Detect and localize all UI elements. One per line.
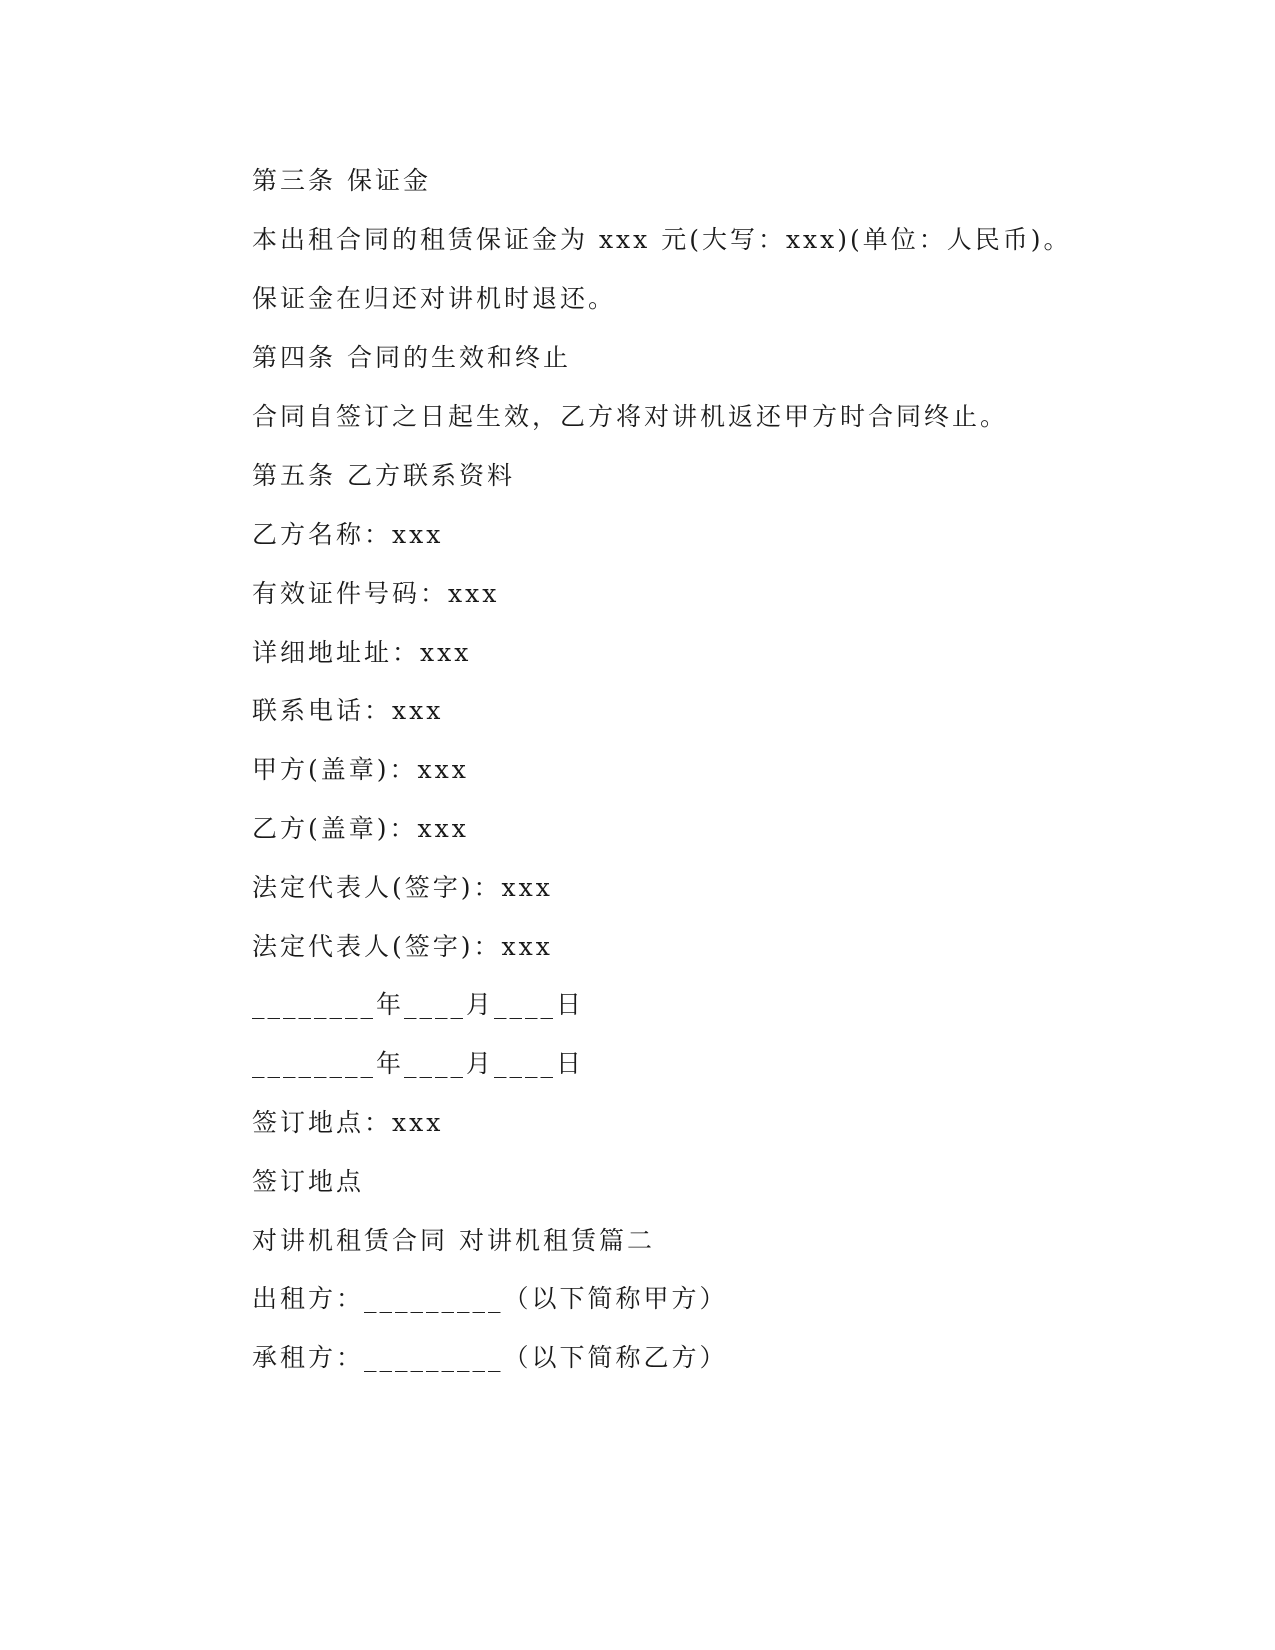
id-number: 有效证件号码：xxx bbox=[252, 579, 500, 608]
effect-termination-text: 合同自签订之日起生效，乙方将对讲机返还甲方时合同终止。 bbox=[252, 402, 1009, 431]
date-line-b: ________年____月____日 bbox=[252, 1049, 585, 1078]
phone: 联系电话：xxx bbox=[252, 696, 444, 725]
section-heading-contact: 第五条 乙方联系资料 bbox=[252, 461, 515, 490]
contract-title: 对讲机租赁合同 对讲机租赁篇二 bbox=[252, 1226, 655, 1255]
deposit-refund-text: 保证金在归还对讲机时退还。 bbox=[252, 284, 617, 313]
lessor-line: 出租方：_________（以下简称甲方） bbox=[252, 1284, 728, 1313]
legal-rep-signature-b: 法定代表人(签字)：xxx bbox=[252, 932, 553, 961]
signing-place: 签订地点：xxx bbox=[252, 1108, 444, 1137]
party-b-name: 乙方名称：xxx bbox=[252, 520, 444, 549]
party-a-seal: 甲方(盖章)：xxx bbox=[252, 755, 469, 784]
date-line-a: ________年____月____日 bbox=[252, 990, 585, 1019]
section-heading-effect: 第四条 合同的生效和终止 bbox=[252, 343, 571, 372]
legal-rep-signature-a: 法定代表人(签字)：xxx bbox=[252, 873, 553, 902]
section-heading-deposit: 第三条 保证金 bbox=[252, 166, 431, 195]
address: 详细地址址：xxx bbox=[252, 638, 472, 667]
signing-place-heading: 签订地点 bbox=[252, 1167, 365, 1196]
deposit-amount-text: 本出租合同的租赁保证金为 xxx 元(大写：xxx)(单位：人民币)。 bbox=[252, 225, 1072, 254]
party-b-seal: 乙方(盖章)：xxx bbox=[252, 814, 469, 843]
lessee-line: 承租方：_________（以下简称乙方） bbox=[252, 1343, 728, 1372]
